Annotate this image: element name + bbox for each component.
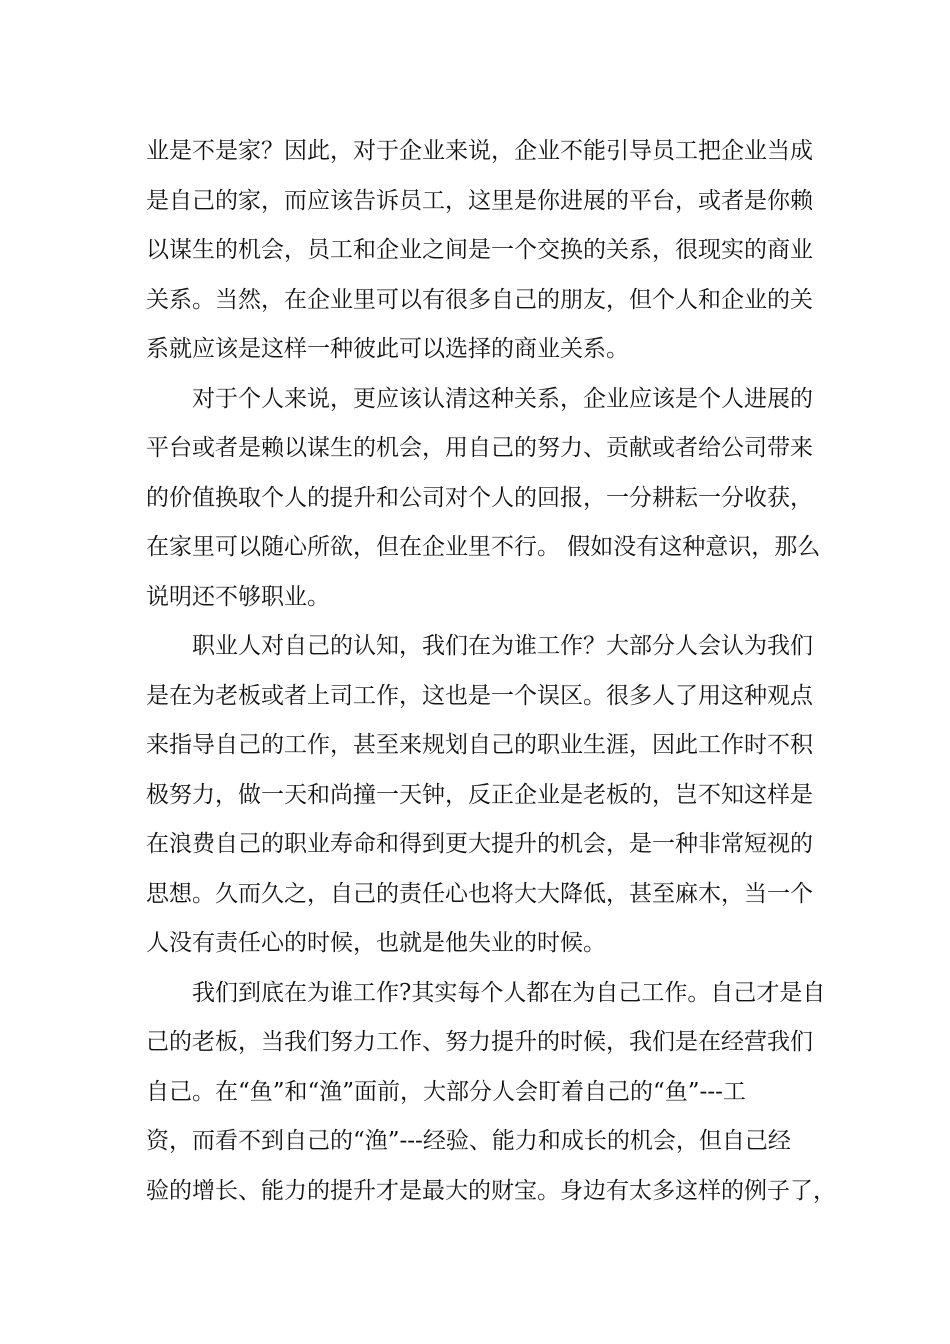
paragraph-first-line: 我们到底在为谁工作?其实每个人都在为自己工作。自己才是自 — [192, 979, 826, 1006]
text-line: 己的老板，当我们努力工作、努力提升的时候，我们是在经营我们 — [146, 1029, 813, 1055]
paragraph-first-line: 对于个人来说，更应该认清这种关系，企业应该是个人进展的 — [192, 385, 813, 412]
text-line: 说明还不够职业。 — [146, 583, 330, 610]
text-line: 平台或者是赖以谋生的机会，用自己的努力、贡献或者给公司带来 — [146, 435, 813, 461]
text-line: 在家里可以随心所欲，但在企业里不行。 假如没有这种意识，那么 — [146, 534, 821, 560]
text-line: 是自己的家，而应该告诉员工，这里是你进展的平台，或者是你赖 — [146, 187, 813, 214]
text-line: 以谋生的机会，员工和企业之间是一个交换的关系，很现实的商业 — [146, 237, 813, 263]
paragraph-first-line: 职业人对自己的认知，我们在为谁工作？大部分人会认为我们 — [192, 633, 813, 659]
text-line: 在浪费自己的职业寿命和得到更大提升的机会，是一种非常短视的 — [146, 831, 813, 857]
text-line: 关系。当然，在企业里可以有很多自己的朋友，但个人和企业的关 — [146, 286, 813, 313]
text-line: 思想。久而久之，自己的责任心也将大大降低，甚至麻木，当一个 — [146, 880, 813, 907]
text-line: 自己。在“鱼”和“渔”面前，大部分人会盯着自己的“鱼”---工 — [146, 1078, 746, 1105]
text-line: 人没有责任心的时候，也就是他失业的时候。 — [146, 930, 606, 956]
text-line: 来指导自己的工作，甚至来规划自己的职业生涯，因此工作时不积 — [146, 732, 813, 758]
text-line: 资，而看不到自己的“渔”---经验、能力和成长的机会，但自己经 — [146, 1128, 791, 1154]
text-line: 验的增长、能力的提升才是最大的财宝。身边有太多这样的例子了， — [146, 1177, 836, 1204]
text-line: 的价值换取个人的提升和公司对个人的回报，一分耕耘一分收获， — [146, 484, 813, 511]
text-line: 是在为老板或者上司工作，这也是一个误区。很多人了用这种观点 — [146, 682, 813, 709]
text-line: 极努力，做一天和尚撞一天钟，反正企业是老板的，岂不知这样是 — [146, 781, 813, 808]
text-line: 业是不是家？因此，对于企业来说，企业不能引导员工把企业当成 — [146, 138, 813, 164]
document-body — [146, 127, 836, 1216]
text-line: 系就应该是这样一种彼此可以选择的商业关系。 — [146, 336, 629, 362]
